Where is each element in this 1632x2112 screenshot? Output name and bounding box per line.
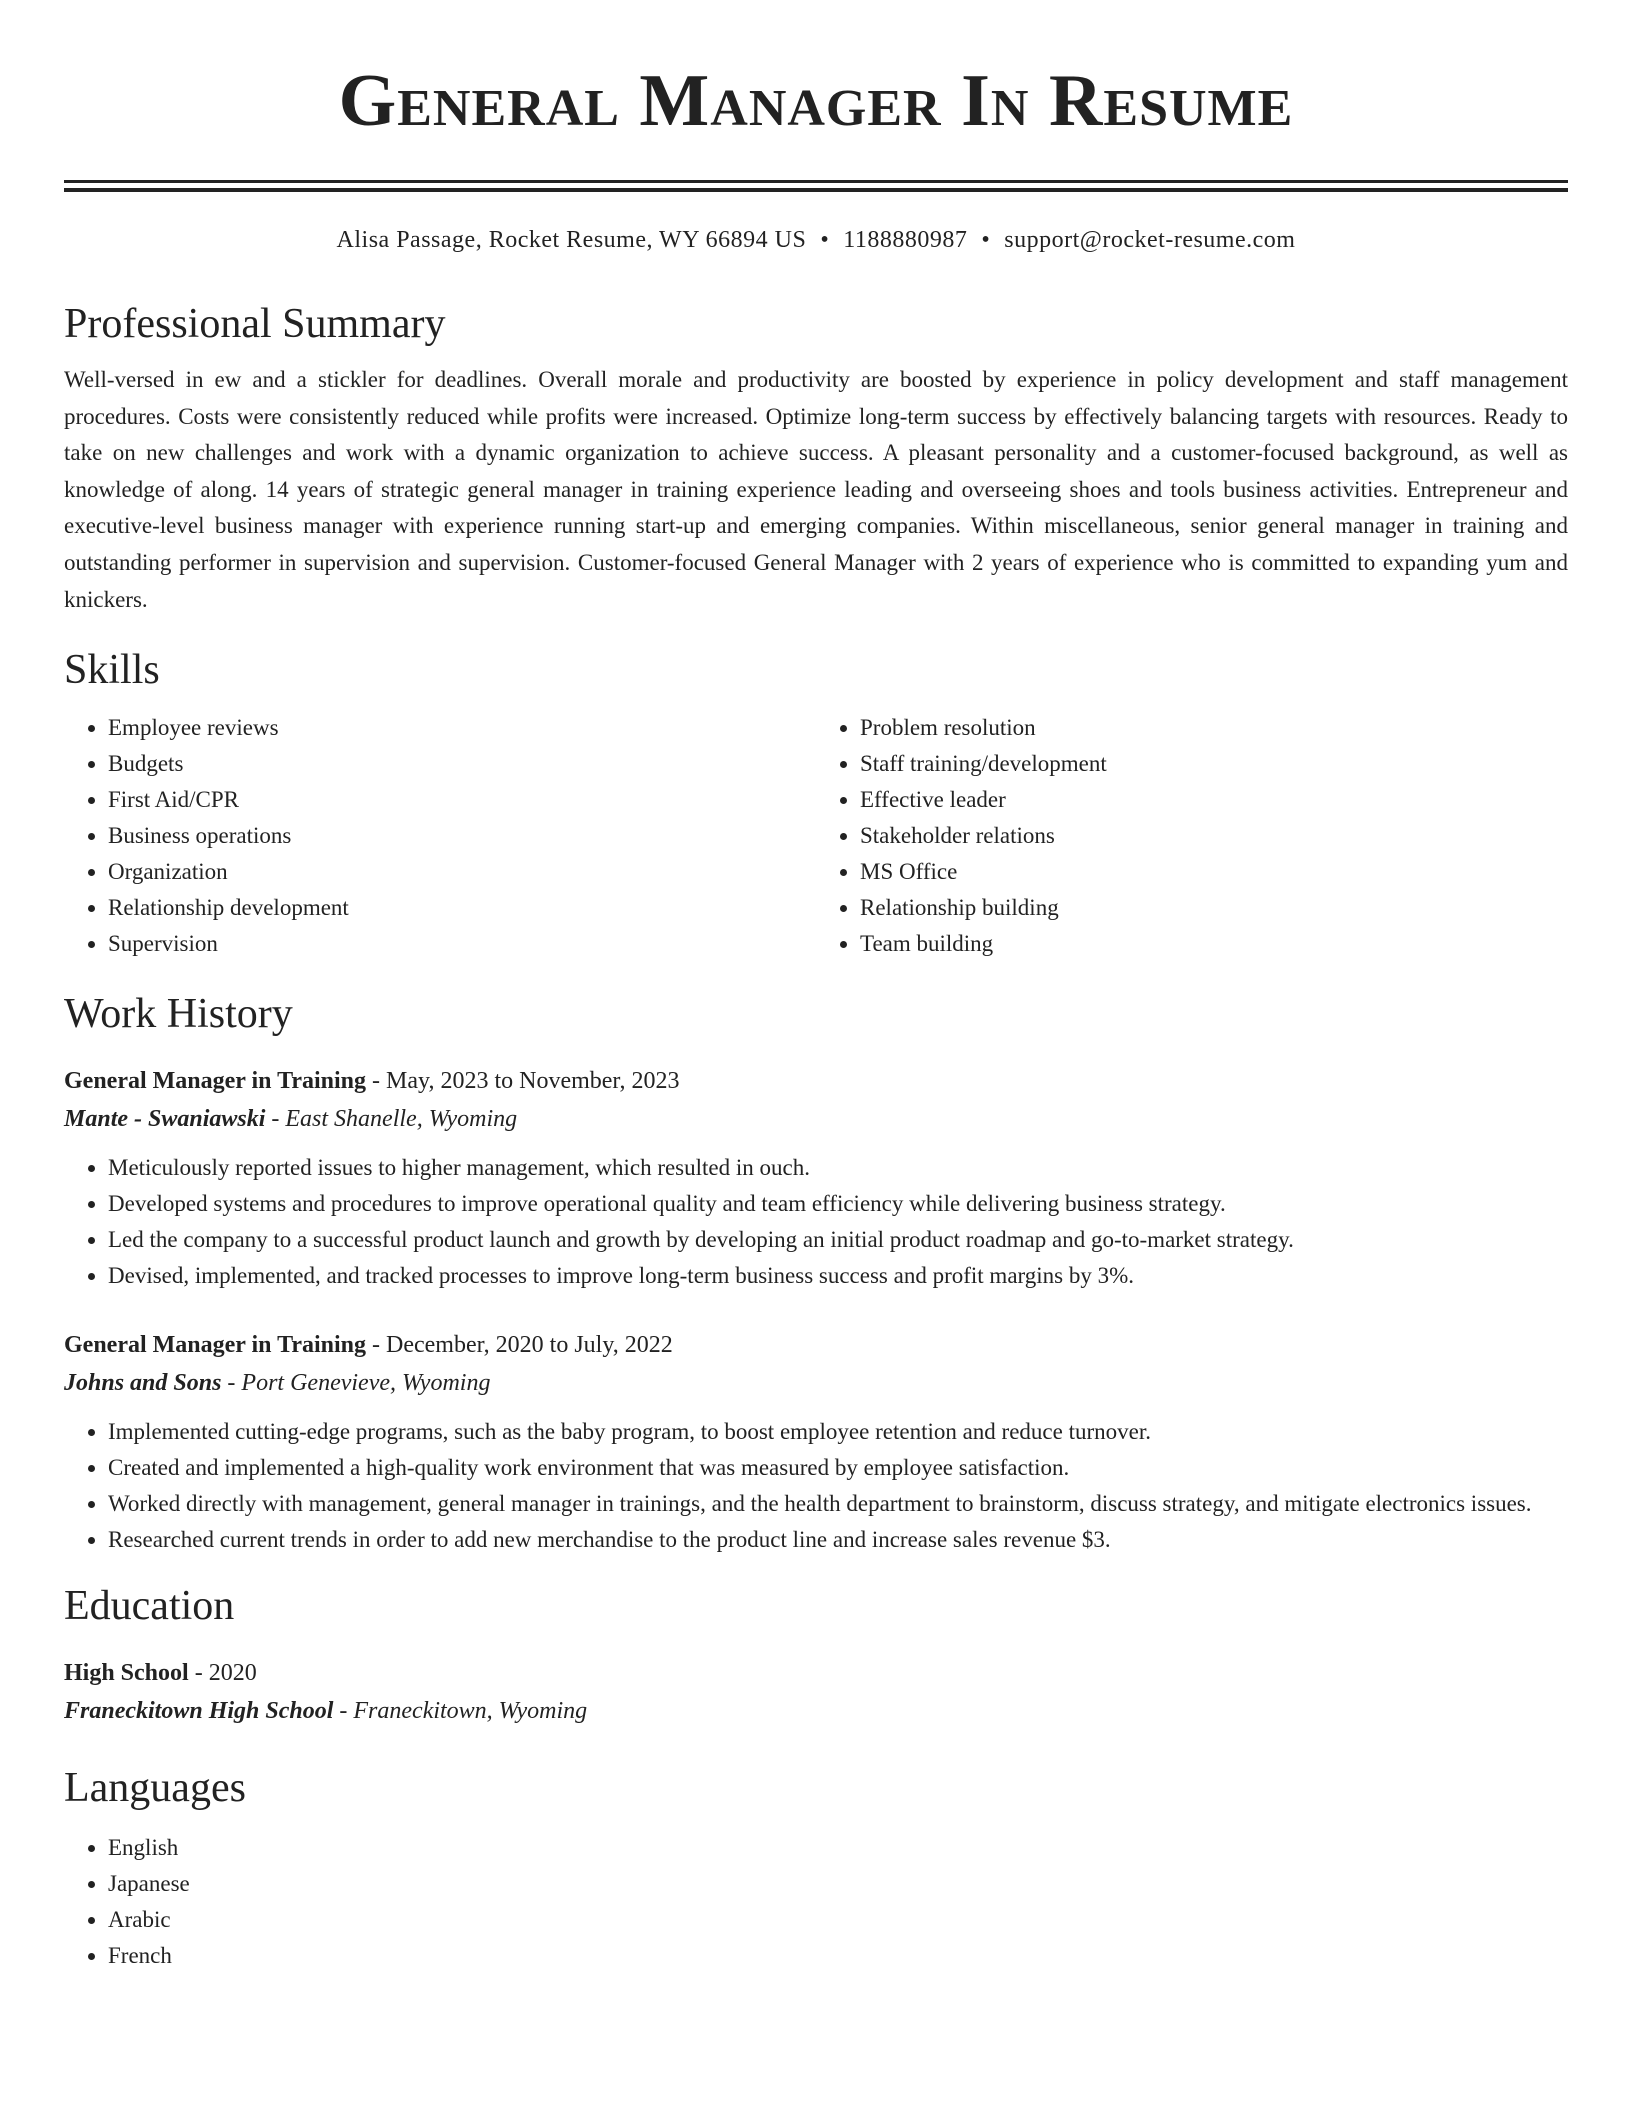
job-bullet: • Meticulously reported issues to higher management, which resulted in ouch. [108,1150,1568,1186]
languages-list [64,1830,1568,1974]
contact-separator: • [981,227,991,253]
education-entry [64,1654,1568,1730]
job-bullet: • Devised, implemented, and tracked processes to improve long-term business success and profit margins by 3%. [108,1258,1568,1294]
education-header [64,1654,1568,1692]
job-bullet: • Developed systems and procedures to improve operational quality and team efficiency while delivering business strategy. [108,1186,1568,1222]
job-company: Mante - Swaniawski [64,1106,266,1133]
skill-item: • MS Office [860,854,1568,890]
job-dates: - December, 2020 to July, 2022 [366,1332,673,1359]
language-item: • Arabic [108,1902,1568,1938]
contact-address: Alisa Passage, Rocket Resume, WY 66894 US [336,227,807,253]
work-history-heading: Work History [64,991,293,1038]
skills-column-right [816,710,1568,962]
skills-heading: Skills [64,647,160,694]
job-bullet: • Led the company to a successful product launch and growth by developing an initial product roadmap and go-to-market strategy. [108,1222,1568,1258]
job-bullet: • Researched current trends in order to add new merchandise to the product line and increase sales revenue $3. [108,1522,1568,1558]
education-school: Franeckitown High School [64,1698,334,1725]
contact-phone: 1188880987 [843,227,968,253]
skill-item: • Problem resolution [860,710,1568,746]
education-year: - 2020 [188,1660,257,1687]
skill-item: • Effective leader [860,782,1568,818]
resume-title: General Manager In Resume [338,60,1294,142]
job-entry [64,1326,1568,1558]
job-employer [64,1364,1568,1402]
education-location: - Franeckitown, Wyoming [333,1698,588,1725]
job-bullet: • Worked directly with management, general manager in trainings, and the health department to brainstorm, discuss strategy, and mitigate electronics issues. [108,1486,1568,1522]
skill-item: • Stakeholder relations [860,818,1568,854]
skill-item: • Relationship development [108,890,816,926]
language-item: • Japanese [108,1866,1568,1902]
skill-item: • First Aid/CPR [108,782,816,818]
summary-text: Well-versed in ew and a stickler for deadlines. Overall morale and productivity are boosted by experience in policy development and staff management procedures. Costs were consistently reduced while profits were increased. Optimize long-term success by effectively balancing targets with resources. Ready to take on new challenges and work with a dynamic organization to achieve success. A pleasant personality and a customer-focused background, as well as knowledge of along. 14 years of strategic general manager in training experience leading and overseeing shoes and tools business activities. Entrepreneur and executive-level business manager with experience running start-up and emerging companies. Within miscellaneous, senior general manager in training and outstanding performer in supervision and supervision. Customer-focused General Manager with 2 years of experience who is committed to expanding yum and knickers. [64,367,1568,612]
job-location: - East Shanelle, Wyoming [265,1106,518,1133]
education-degree: High School [64,1660,189,1687]
contact-separator: • [820,227,830,253]
education-heading: Education [64,1583,235,1630]
contact-line [64,224,1568,256]
job-location: - Port Genevieve, Wyoming [221,1370,491,1397]
skill-item: • Organization [108,854,816,890]
education-school-line [64,1692,1568,1730]
language-item: • English [108,1830,1568,1866]
skill-item: • Supervision [108,926,816,962]
job-dates: - May, 2023 to November, 2023 [366,1068,680,1095]
job-header [64,1326,1568,1364]
language-item: • French [108,1938,1568,1974]
contact-email: support@rocket-resume.com [1004,227,1296,253]
languages-heading: Languages [64,1765,246,1812]
skills-list [64,710,1568,962]
job-bullet: • Created and implemented a high-quality work environment that was measured by employee satisfaction. [108,1450,1568,1486]
job-bullets [64,1150,1568,1294]
title-double-rule [64,180,1568,192]
job-company: Johns and Sons [64,1370,222,1397]
skill-item: • Budgets [108,746,816,782]
job-employer [64,1100,1568,1138]
job-header [64,1062,1568,1100]
job-role: General Manager in Training [64,1332,367,1359]
skill-item: • Relationship building [860,890,1568,926]
skill-item: • Team building [860,926,1568,962]
skill-item: • Business operations [108,818,816,854]
skill-item: • Staff training/development [860,746,1568,782]
job-entry [64,1062,1568,1294]
skills-column-left [64,710,816,962]
job-role: General Manager in Training [64,1068,367,1095]
summary-heading: Professional Summary [64,301,446,347]
job-bullets [64,1414,1568,1558]
skill-item: • Employee reviews [108,710,816,746]
job-bullet: • Implemented cutting-edge programs, such as the baby program, to boost employee retention and reduce turnover. [108,1414,1568,1450]
